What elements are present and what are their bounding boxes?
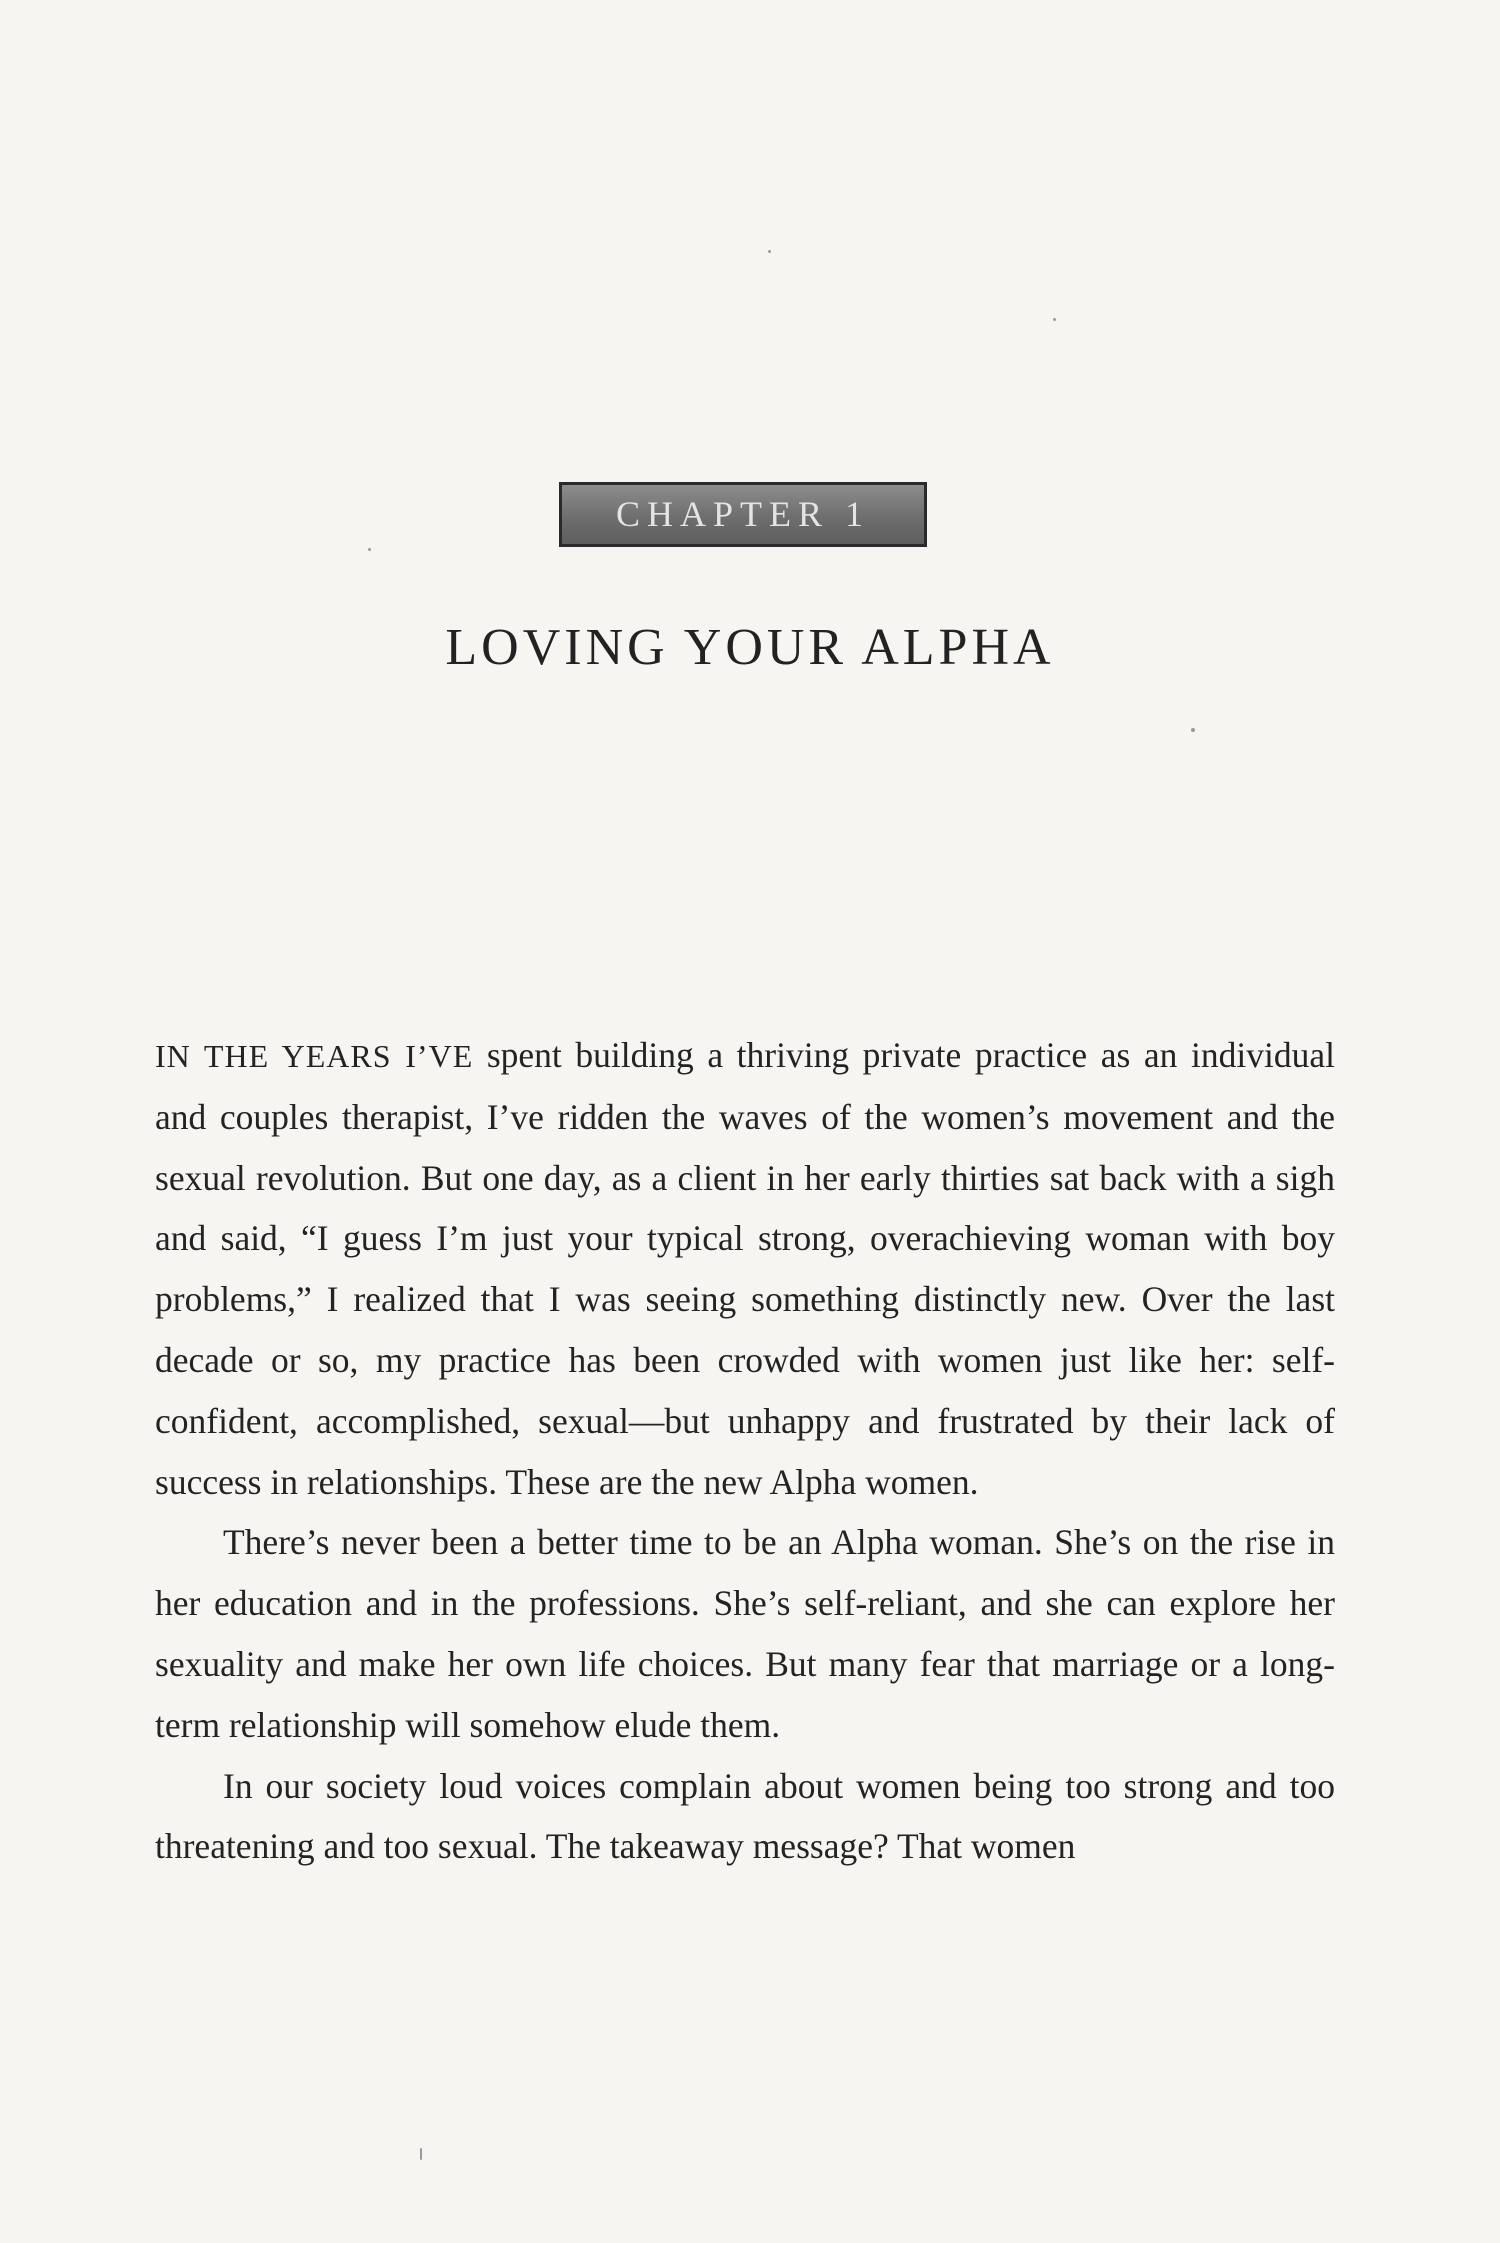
paragraph-1-text: spent building a thriving private practice as an individual and couples therapist, I’ve ridden the waves of the women’s movement and the sexual revolution. But one day, as a client in her early thirties sat back with a sigh and said, “I guess I’m just your typical strong, overachieving woman with boy problems,” I realized that I was seeing something distinctly new. Over the last decade or so, my practice has been crowded with women just like her: self-confident, accomplished, sexual—but unhappy and frustrated by their lack of success in relationships. These are the new Alpha women. [155, 1035, 1335, 1502]
scan-speck [1191, 728, 1195, 732]
scan-speck [420, 2148, 422, 2160]
lead-in-small-caps: IN THE YEARS I’VE [155, 1038, 474, 1074]
chapter-label: CHAPTER 1 [559, 482, 927, 547]
paragraph-1 [155, 1025, 1335, 1512]
paragraph-3: In our society loud voices complain about women being too strong and too threatening and too sexual. The takeaway message? That women [155, 1765, 1335, 1867]
paragraph-2: There’s never been a better time to be an Alpha woman. She’s on the rise in her education and in the professions. She’s self-reliant, and she can explore her sexuality and make her own life choices. But many fear that marriage or a long-term relationship will somehow elude them. [155, 1522, 1335, 1745]
scan-speck [368, 548, 371, 551]
scan-speck [1053, 318, 1056, 321]
body-text [155, 1025, 1335, 1877]
scan-speck [768, 250, 771, 253]
chapter-title: LOVING YOUR ALPHA [445, 619, 1055, 676]
